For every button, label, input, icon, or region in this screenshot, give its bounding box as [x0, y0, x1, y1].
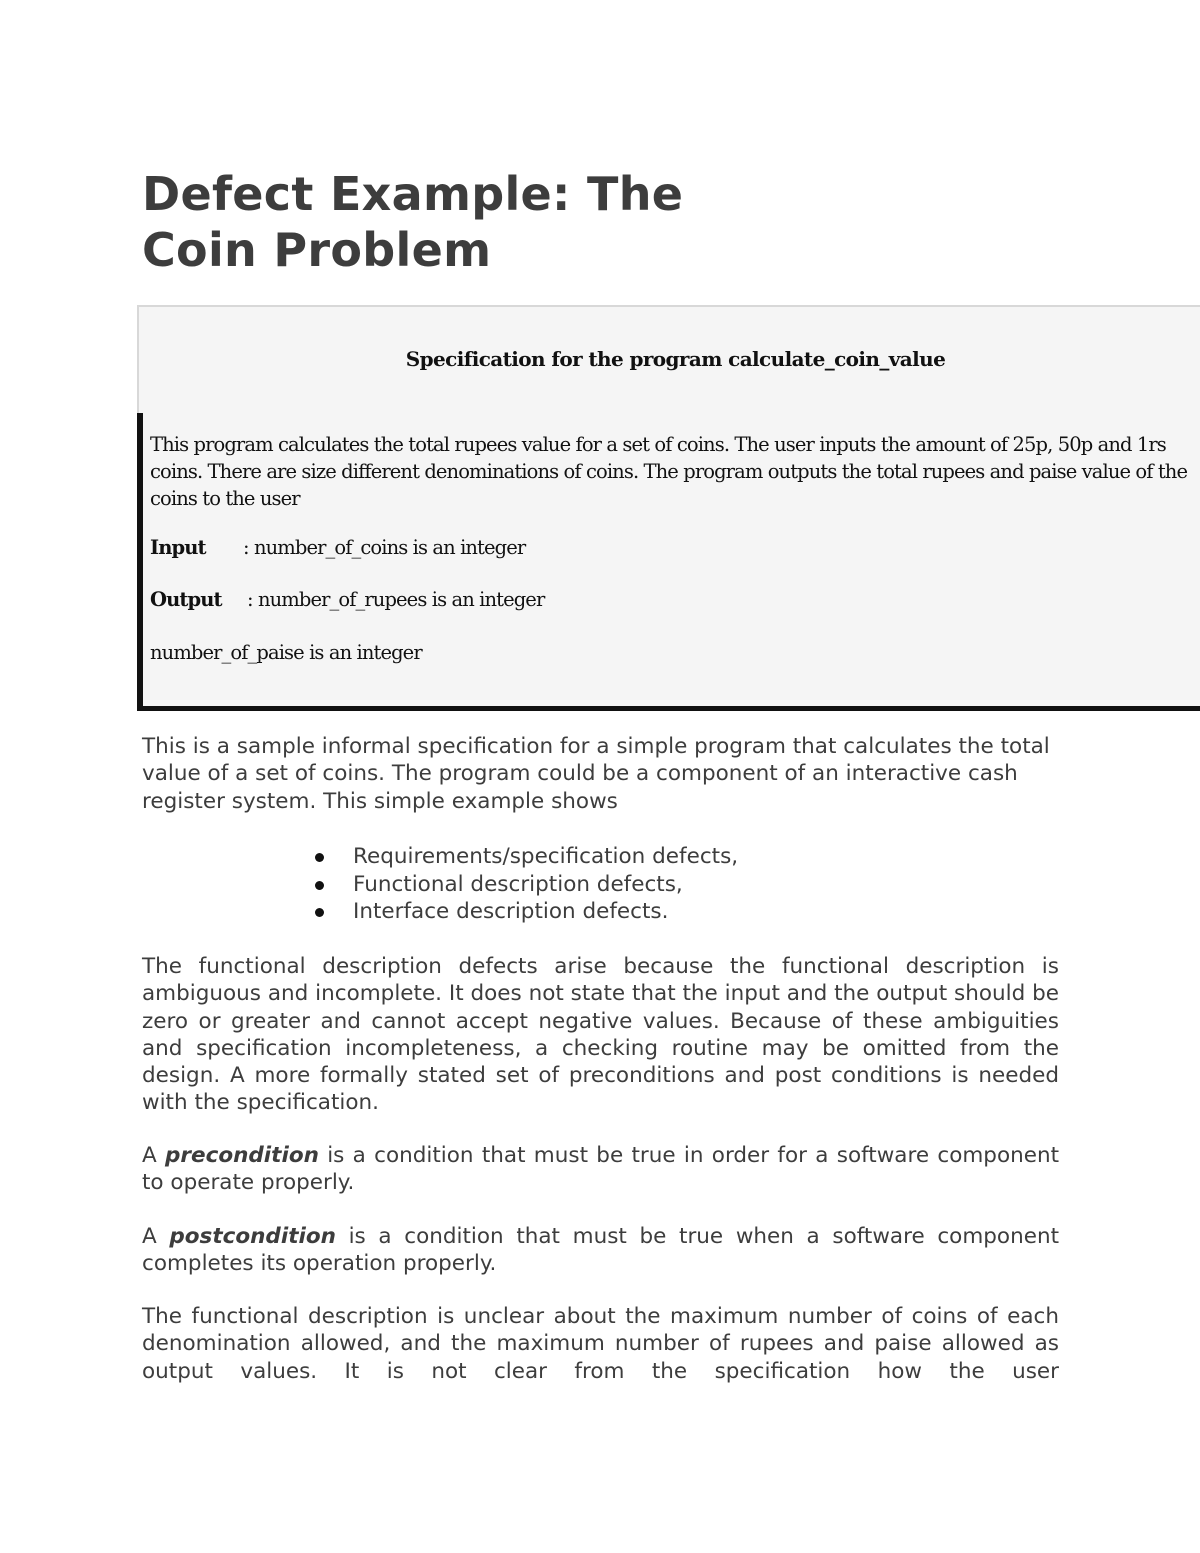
bullet-icon [315, 881, 324, 890]
intro-paragraph: This is a sample informal specification for a simple program that calculates the total value of a set of coins. The program could be a component of an interactive cash register system. This simple example shows [142, 734, 1050, 814]
precondition-paragraph [142, 1142, 1059, 1197]
specification-input-row [150, 536, 525, 559]
input-value: : number_of_coins is an integer [243, 536, 526, 559]
specification-paise-row: number_of_paise is an integer [150, 641, 422, 664]
specification-box [137, 305, 1200, 711]
input-label: Input [150, 536, 206, 559]
page-title-line-2: Coin Problem [142, 223, 492, 277]
output-value: : number_of_rupees is an integer [247, 588, 545, 611]
functional-defects-paragraph: The functional description defects arise because the functional description is ambiguous and incomplete. It does not state that the input and the output should be zero or greater and cannot accept negative values. Because of these ambiguities and specification incompleteness, a checking routine may be omitted from the design. A more formally stated set of preconditions and post conditions is needed with the specification. [142, 954, 1059, 1116]
precondition-prefix: A [142, 1143, 166, 1168]
specification-description-text: This program calculates the total rupees value for a set of coins. The user inputs the amount of 25p, 50p and 1rs coins. There are size different denominations of coins. The program outputs the total rupees and paise value of the coins to the user [150, 433, 1188, 510]
list-item [312, 871, 738, 899]
page-title-line-1: Defect Example: The [142, 167, 684, 221]
unclear-description-paragraph: The functional description is unclear about the maximum number of coins of each denomination allowed, and the maximum number of rupees and paise allowed as output values. It is not clear from the specification how the user [142, 1304, 1059, 1384]
defect-types-list [312, 843, 738, 926]
specification-heading: Specification for the program calculate_coin_value [405, 347, 946, 371]
list-item-text: Interface description defects. [353, 899, 669, 924]
precondition-term: precondition [165, 1143, 319, 1168]
list-item-text: Functional description defects, [353, 871, 683, 897]
bullet-icon [315, 908, 324, 917]
postcondition-prefix: A [142, 1224, 170, 1249]
postcondition-term: postcondition [169, 1224, 336, 1249]
postcondition-paragraph [142, 1223, 1059, 1278]
specification-description [150, 431, 1200, 512]
specification-box-bottom-rule [137, 706, 1200, 711]
list-item-text: Requirements/specification defects, [353, 844, 739, 869]
page-title [142, 166, 683, 278]
specification-output-row [150, 588, 544, 611]
output-label: Output [150, 588, 222, 611]
list-item [312, 898, 738, 926]
postcondition-definition: is a condition that must be true when a software component completes its operation properly. [142, 1224, 1059, 1277]
bullet-icon [315, 853, 324, 862]
list-item [312, 843, 738, 871]
precondition-definition: is a condition that must be true in order for a software component to operate properly. [142, 1143, 1060, 1196]
specification-box-left-rule [137, 413, 143, 711]
